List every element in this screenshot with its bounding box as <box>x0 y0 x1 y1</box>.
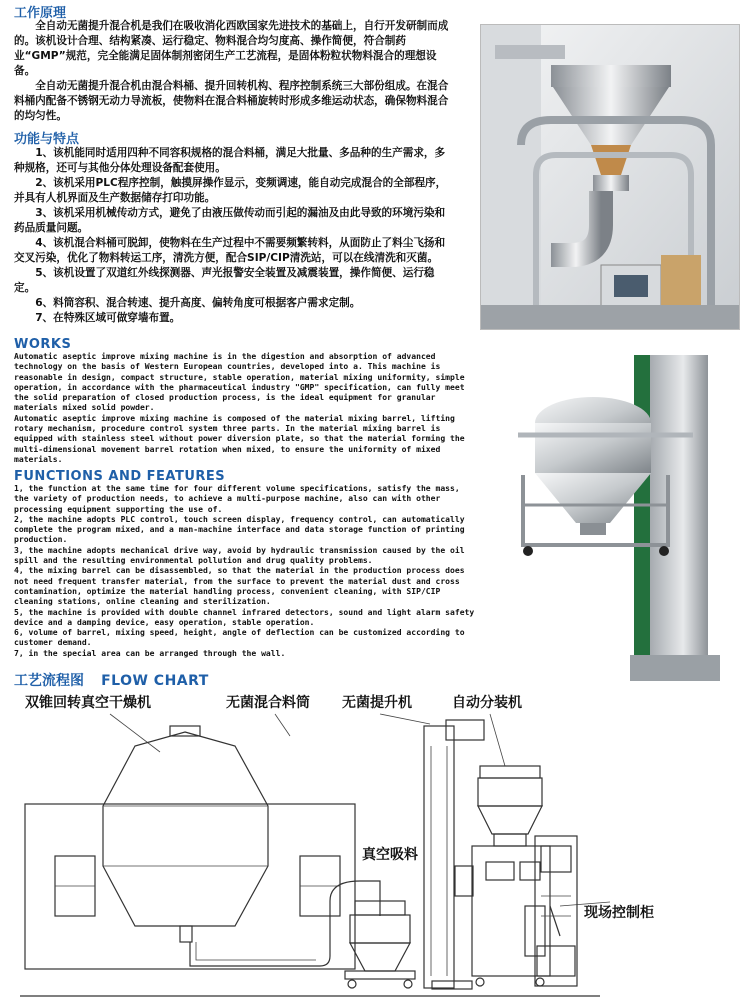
features-en-item: 1, the function at the same time for four different volume specifications, satisfy the mass, the variety of production needs, to achieve a multi-purpose machine, also can with other processing equipment supporting the use of. <box>14 484 460 514</box>
features-en-item: 4, the mixing barrel can be disassembled, so that the material in the production process does not need frequent transfer material, from the surface to prevent the material dust and cross contamination, optimize the material handling process, convenient cleaning, with SIP/CIP cleaning stations, online cleaning and sterilization. <box>14 566 465 607</box>
works-en-paragraph-2: Automatic aseptic improve mixing machine is composed of the material mixing barrel, lifting rotary mechanism, procedure control system three parts. In the material mixing barrel is equipped with stainless steel without power diversion plate, so that the material forming the multi-dimensional movement barrel rotation when mixed, to ensure the uniformity of mixed materials. <box>14 413 465 464</box>
intro-body <box>14 19 452 124</box>
leader-packer <box>490 714 505 766</box>
control-cabinet <box>535 836 577 986</box>
features-en-item: 6, volume of barrel, mixing speed, height, angle of deflection can be customized according to customer demand. <box>14 628 465 648</box>
flow-heading-en: FLOW CHART <box>101 673 209 689</box>
flow-heading <box>14 670 209 690</box>
vacuum-pipe-inner <box>196 942 316 960</box>
flow-diagram <box>0 706 750 1006</box>
label-bin: 无菌混合料筒 <box>226 695 310 711</box>
label-lifter: 无菌提升机 <box>342 695 412 711</box>
features-cn-item: 6、料筒容积、混合转速、提升高度、偏转角度可根据客户需求定制。 <box>35 297 361 309</box>
features-en-item: 7, in the special area can be arranged through the wall. <box>14 648 286 658</box>
features-en-item: 2, the machine adopts PLC control, touch screen display, frequency control, can automatically complete the program mixed, and a man-machine interface and data storage function of printing production. <box>14 514 465 545</box>
intro-paragraph-2: 全自动无菌提升混合机由混合料桶、提升回转机构、程序控制系统三大部份组成。在混合料桶内配备不锈钢无动力导流板，使物料在混合料桶旋转时形成多维运动状态，确保物料混合的均匀性。 <box>14 80 449 122</box>
features-cn-item: 7、在特殊区域可做穿墙布置。 <box>35 312 181 324</box>
features-cn-item: 1、该机能同时适用四种不同容积规格的混合料桶，满足大批量、多品种的生产需求，多种规格，还可与其他分体处理设备配套使用。 <box>14 147 446 174</box>
features-cn-item: 3、该机采用机械传动方式，避免了由液压做传动而引起的漏油及由此导致的环境污染和药品质量问题。 <box>14 207 446 234</box>
features-en-item: 3, the machine adopts mechanical drive way, avoid by hydraulic transmission caused by the oil spill and the resulting environmental pollution and drug quality problems. <box>14 545 465 566</box>
intro-paragraph-1: 全自动无菌提升混合机是我们在吸收消化西欧国家先进技术的基础上，自行开发研制而成的。该机设计合理、结构紧凑、运行稳定、物料混合均匀度高、操作简便，符合制药业“GMP”规范，完全能满足固体制剂密闭生产工艺流程，是固体粉粒状物料混合的理想设备。 <box>14 20 449 77</box>
label-control: 现场控制柜 <box>584 905 654 921</box>
lift-mixer-photo <box>480 24 740 330</box>
double-cone-dryer <box>25 726 355 969</box>
features-en-heading: FUNCTIONS AND FEATURES <box>14 469 226 484</box>
leader-control <box>560 902 610 906</box>
works-en-paragraph-1: Automatic aseptic improve mixing machine is in the digestion and absorption of advanced technology on the basis of Western European countries, developed into a. This machine is reasonable in design, compact structure, stable operation, material mixing uniformity, simple operation, in accordance with the pharmaceutical industry "GMP" specification, can fully meet the solid preparation of closed production process, is the ideal equipment for granular materials mixed solid powder. <box>14 352 465 413</box>
leader-bin <box>275 714 290 736</box>
label-packer: 自动分装机 <box>452 695 522 711</box>
bin-mixer-photo <box>518 355 740 685</box>
label-dryer: 双锥回转真空干燥机 <box>25 695 151 711</box>
features-cn-item: 2、该机采用PLC程序控制，触摸屏操作显示，变频调速，能自动完成混合的全部程序，并具有人机界面及生产数据储存打印功能。 <box>14 177 447 204</box>
features-cn-list <box>14 146 452 326</box>
flow-heading-cn: 工艺流程图 <box>14 673 84 689</box>
works-en-heading: WORKS <box>14 337 72 352</box>
features-cn-heading: 功能与特点 <box>14 132 80 147</box>
features-cn-item: 5、该机设置了双道红外线探测器、声光报警安全装置及减震装置，操作简便、运行稳定。 <box>14 267 435 294</box>
vacuum-pipe <box>190 881 380 966</box>
label-vacuum: 真空吸料 <box>362 847 418 863</box>
features-cn-item: 4、该机混合料桶可脱卸，使物料在生产过程中不需要频繁转料，从面防止了料尘飞扬和交叉污染，优化了物料转运工序，清洗方便，配合SIP/CIP清洗站，可以在线清洗和灭菌。 <box>14 237 446 264</box>
leader-lifter <box>380 714 430 724</box>
intro-heading: 工作原理 <box>14 6 67 21</box>
packer-machine <box>472 766 560 986</box>
features-en-list <box>14 484 475 659</box>
lifter-column <box>424 720 484 989</box>
works-en-body <box>14 352 475 465</box>
features-en-item: 5, the machine is provided with double channel infrared detectors, sound and light alarm safety device and a damping device, easy operation, stable operation. <box>14 607 475 627</box>
